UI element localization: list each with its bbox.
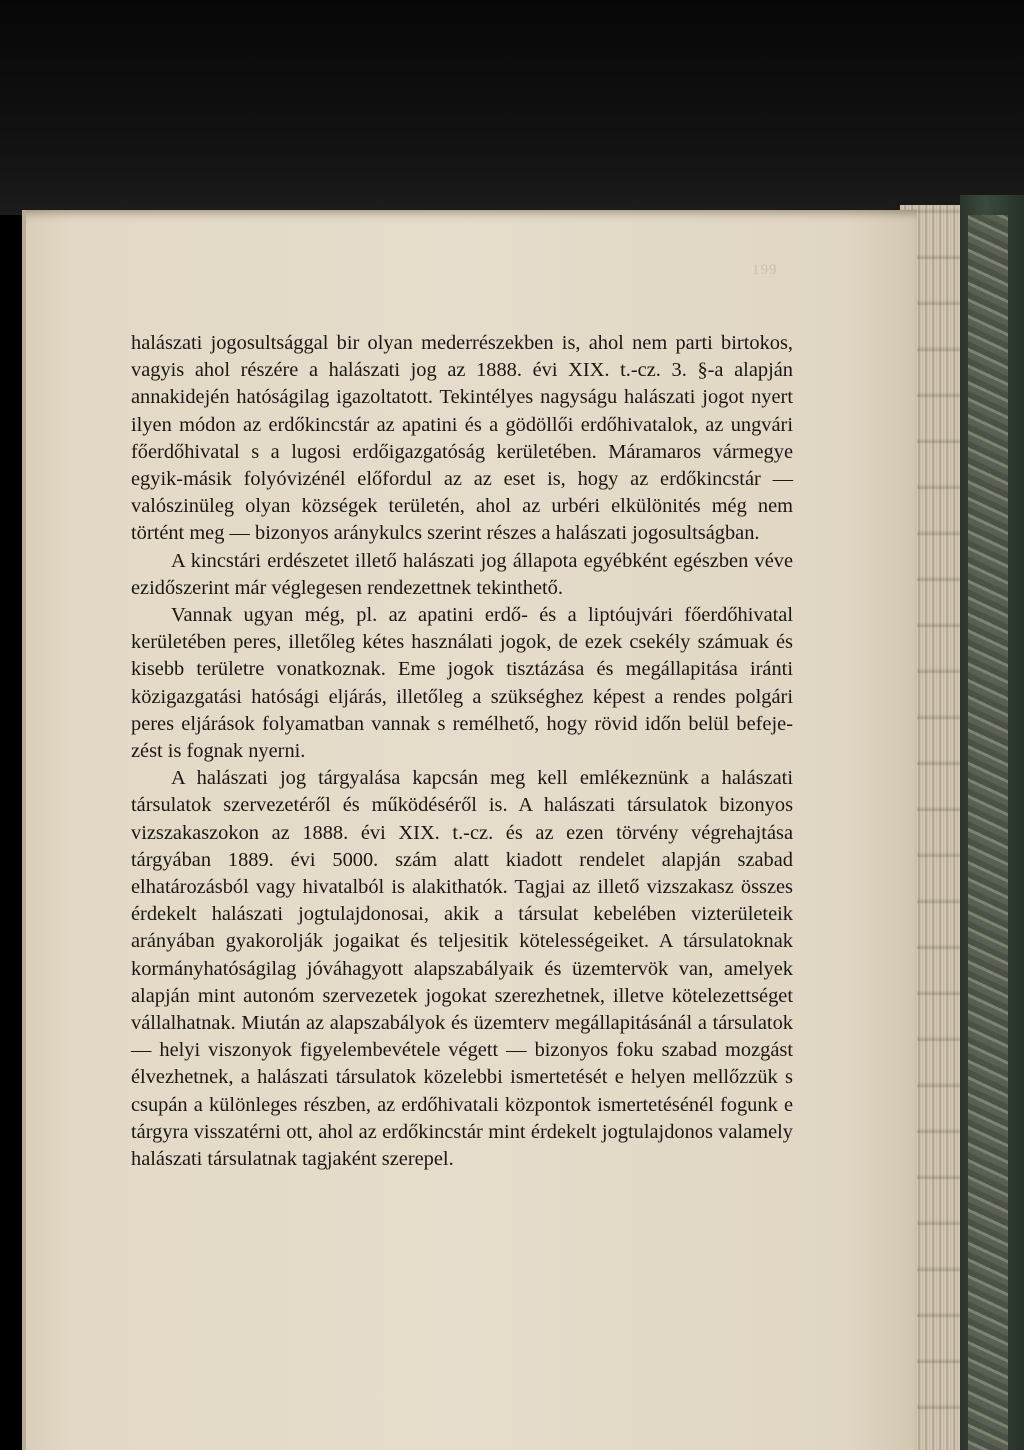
paragraph-3: Vannak ugyan még, pl. az apatini erdő- és a liptóujvári főerdőhivatal kerületében peres, illetőleg kétes használati jogok, de ezek csekély számuak és kisebb területre vonatkoznak. Eme jogok tisztázása és megállapitása iránti közigazgatási hatósági eljárás, illetőleg a szükséghez képest a rendes polgári peres eljárások folyamatban vannak s remélhető, hogy rövid időn belül befejezést is fognak nyerni. [131,604,793,763]
marbled-endpaper [968,215,1008,1450]
paragraph-1: halászati jogosultsággal bir olyan mederrészekben is, ahol nem parti birtokos, vagyis ahol részére a halászati jog az 1888. évi XIX. t.-cz. 3. §-a alapján annakidején hatóságilag igazoltatott. Tekintélyes nagyságu halászati jogot nyert ilyen módon az erdőkincstár az apatini és a gödöllői erdőhivatalok, az ungvári főerdőhivatal s a lugosi erdőigazgatóság kerületében. Máramaros vármegye egyik-másik folyóvizénél előfordul az az eset is, hogy az erdőkincstár — valószinüleg olyan községek területén, ahol az urbéri elkülönités még nem történt meg — bizonyos aránykulcs szerint részes a halászati jogosultságban. [131,332,793,545]
page-number: 199 [752,262,778,278]
paragraph-2: A kincstári erdészetet illető halászati jog állapota egyébként egészben véve ezidőszerint már véglegesen rendezettnek tekinthető. [131,549,793,599]
paragraph-4: A halászati jog tárgyalása kapcsán meg kell emlékeznünk a halászati társulatok szervezetéről és működéséről is. A halászati társulatok bizonyos vizszakaszokon az 1888. évi XIX. t.-cz. és az ezen törvény végrehajtása tárgyában 1889. évi 5000. szám alatt kiadott rendelet alapján szabad elhatározásból vagy hivatalból is alakithatók. Tagjai az illető vizszakasz összes érdekelt halászati jogtulajdonosai, akik a társulat kebelében vizterületeik arányában gyakorolják jogaikat és teljesitik kötelességeiket. A társulatoknak kormányhatóságilag jóváhagyott alapszabályaik és üzemtervök van, amelyek alapján mint autonóm szervezetek jogokat szerezhetnek, illetve kötelezettséget vállalhatnak. Miután az alapszabályok és üzemterv megállapitásánál a társulatok — helyi viszonyok figyelembevétele végett — bizonyos foku szabad mozgást élvezhetnek, a halászati társulatok közelebbi ismertetését e helyen mellőzzük s csupán a különleges részben, az erdőhivatali központok ismertetésénél fogunk e tárgyra visszatérni ott, ahol az erdőkincstár mint érdekelt jogtulajdonos valamely halászati társulatnak tagjaként szerepel. [131,767,793,1171]
background-dark-area [0,0,1024,215]
body-text [131,330,793,1173]
page-gutter [22,210,26,1450]
